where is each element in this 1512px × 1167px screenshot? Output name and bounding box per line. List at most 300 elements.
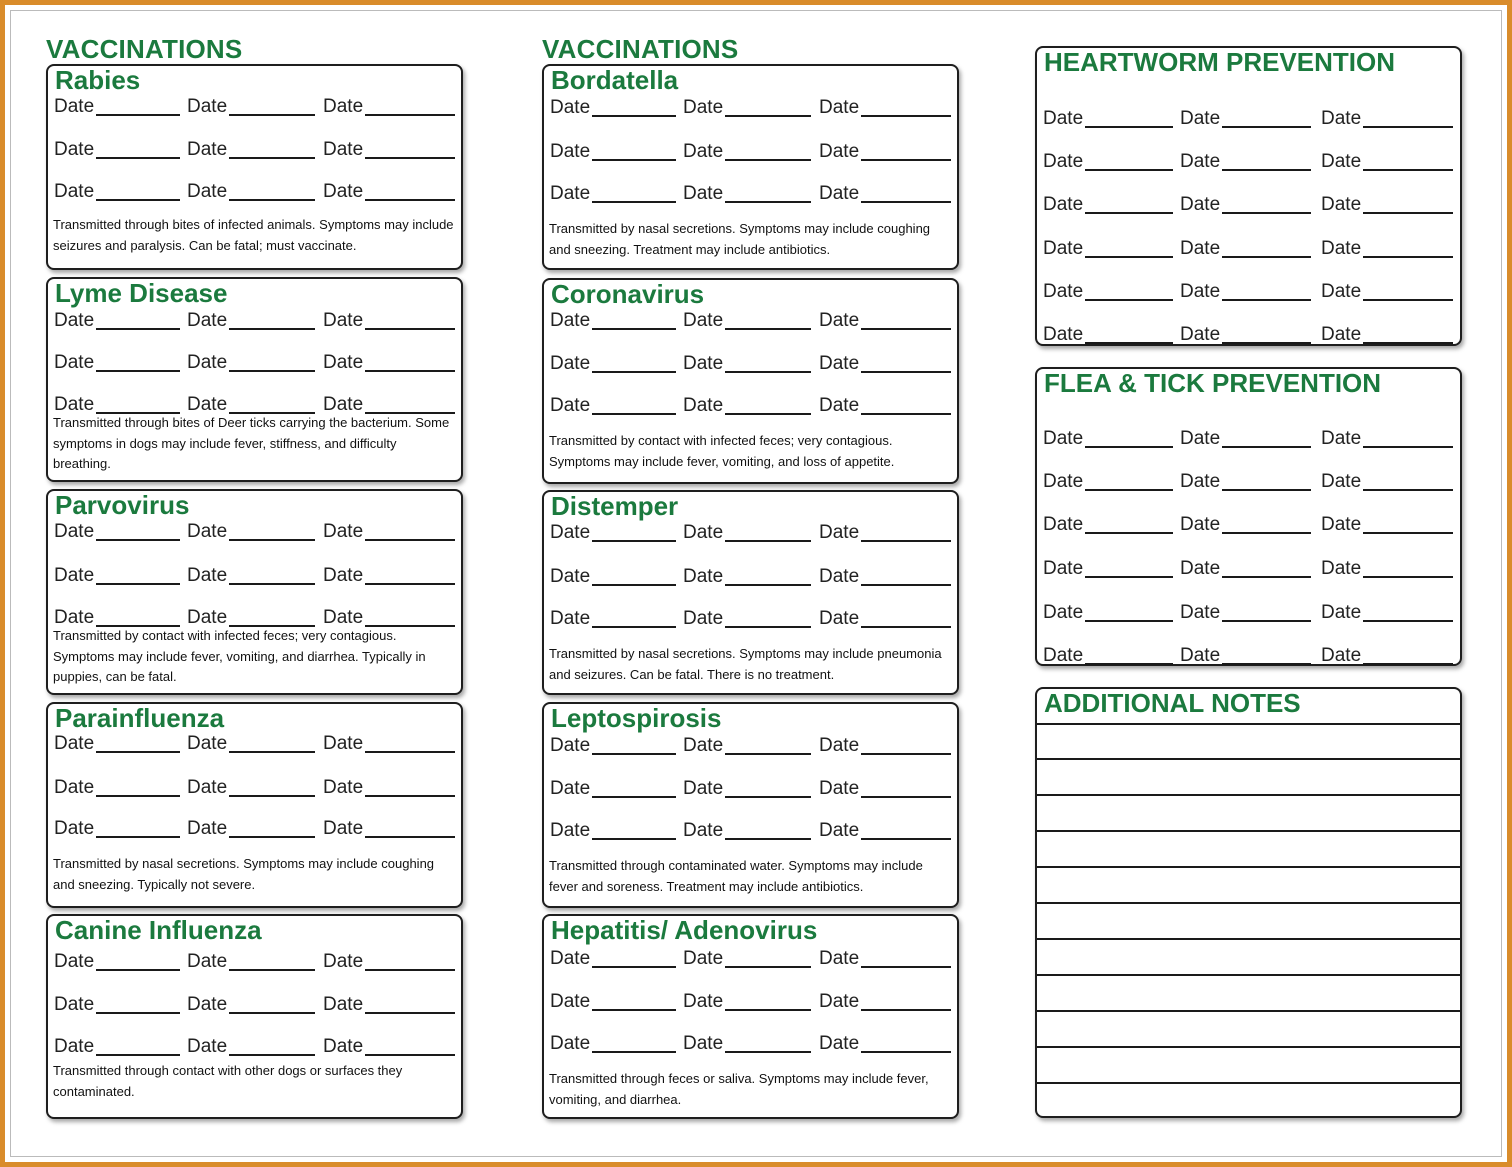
date-field[interactable]: [1321, 469, 1453, 493]
date-blank-line[interactable]: [1085, 342, 1173, 344]
date-blank-line[interactable]: [365, 370, 455, 372]
date-blank-line[interactable]: [1222, 446, 1311, 448]
date-field[interactable]: [550, 733, 676, 757]
date-blank-line[interactable]: [861, 413, 951, 415]
date-field[interactable]: [1043, 426, 1173, 450]
date-blank-line[interactable]: [592, 201, 676, 203]
date-field[interactable]: [187, 775, 315, 799]
date-field[interactable]: [550, 989, 676, 1013]
date-blank-line[interactable]: [861, 1051, 951, 1053]
date-field[interactable]: [1180, 192, 1311, 216]
date-field[interactable]: [54, 775, 180, 799]
date-label: Date: [187, 96, 228, 117]
date-blank-line[interactable]: [96, 583, 180, 585]
date-field[interactable]: [187, 816, 315, 840]
date-blank-line[interactable]: [96, 751, 180, 753]
date-field[interactable]: [54, 1034, 180, 1058]
vaccine-description: Transmitted by nasal secretions. Symptoms may include coughing and sneezing. Typically not severe.: [53, 856, 435, 892]
date-field[interactable]: [1321, 643, 1453, 667]
date-blank-line[interactable]: [365, 969, 455, 971]
date-blank-line[interactable]: [365, 1054, 455, 1056]
date-field[interactable]: [819, 181, 951, 205]
date-field[interactable]: [1043, 149, 1173, 173]
date-blank-line[interactable]: [861, 584, 951, 586]
date-field[interactable]: [550, 351, 676, 375]
date-blank-line[interactable]: [1363, 620, 1453, 622]
date-blank-line[interactable]: [96, 539, 180, 541]
date-label: Date: [323, 607, 364, 628]
date-blank-line[interactable]: [1085, 446, 1173, 448]
date-blank-line[interactable]: [1222, 342, 1311, 344]
date-blank-line[interactable]: [725, 159, 811, 161]
date-field[interactable]: [187, 949, 315, 973]
date-field[interactable]: [323, 350, 455, 374]
additional-notes-box: [1035, 687, 1462, 1118]
date-field[interactable]: [1180, 106, 1311, 130]
date-field[interactable]: [683, 308, 811, 332]
date-label: Date: [550, 1033, 591, 1054]
date-field[interactable]: [1180, 322, 1311, 346]
date-field[interactable]: [187, 731, 315, 755]
date-field[interactable]: [323, 308, 455, 332]
heartworm-title: HEARTWORM PREVENTION: [1044, 47, 1395, 77]
date-label: Date: [1321, 558, 1362, 579]
vaccine-description: Transmitted by nasal secretions. Symptoms may include pneumonia and seizures. Can be fatal. There is no treatment.: [549, 646, 942, 682]
date-label: Date: [819, 991, 860, 1012]
notes-line[interactable]: [1037, 866, 1460, 868]
date-field[interactable]: [323, 519, 455, 543]
notes-line[interactable]: [1037, 758, 1460, 760]
date-blank-line[interactable]: [861, 540, 951, 542]
date-field[interactable]: [54, 731, 180, 755]
date-blank-line[interactable]: [1085, 663, 1173, 665]
date-blank-line[interactable]: [725, 1009, 811, 1011]
date-field[interactable]: [683, 564, 811, 588]
date-label: Date: [1180, 514, 1221, 535]
date-row: [1037, 469, 1460, 493]
date-field[interactable]: [54, 519, 180, 543]
date-field[interactable]: [819, 946, 951, 970]
date-blank-line[interactable]: [96, 157, 180, 159]
date-row: [48, 350, 461, 374]
date-field[interactable]: [187, 992, 315, 1016]
date-field[interactable]: [1180, 426, 1311, 450]
date-blank-line[interactable]: [1363, 576, 1453, 578]
date-blank-line[interactable]: [861, 159, 951, 161]
date-field[interactable]: [1180, 236, 1311, 260]
date-label: Date: [187, 818, 228, 839]
date-field[interactable]: [819, 733, 951, 757]
date-field[interactable]: [550, 308, 676, 332]
date-blank-line[interactable]: [1363, 299, 1453, 301]
date-field[interactable]: [1043, 106, 1173, 130]
date-blank-line[interactable]: [725, 371, 811, 373]
date-label: Date: [550, 522, 591, 543]
date-blank-line[interactable]: [1085, 299, 1173, 301]
date-label: Date: [54, 1036, 95, 1057]
date-field[interactable]: [683, 393, 811, 417]
date-label: Date: [550, 948, 591, 969]
date-blank-line[interactable]: [365, 157, 455, 159]
date-label: Date: [819, 566, 860, 587]
date-blank-line[interactable]: [96, 328, 180, 330]
left-column-heading: VACCINATIONS: [46, 34, 243, 64]
date-blank-line[interactable]: [365, 328, 455, 330]
date-field[interactable]: [819, 564, 951, 588]
date-blank-line[interactable]: [1085, 212, 1173, 214]
date-blank-line[interactable]: [1222, 169, 1311, 171]
date-blank-line[interactable]: [861, 838, 951, 840]
date-blank-line[interactable]: [592, 371, 676, 373]
date-row: [48, 137, 461, 161]
date-blank-line[interactable]: [229, 751, 315, 753]
date-label: Date: [550, 310, 591, 331]
date-blank-line[interactable]: [229, 1012, 315, 1014]
date-field[interactable]: [187, 350, 315, 374]
date-field[interactable]: [187, 563, 315, 587]
date-label: Date: [683, 141, 724, 162]
date-field[interactable]: [187, 94, 315, 118]
date-blank-line[interactable]: [725, 626, 811, 628]
date-blank-line[interactable]: [592, 328, 676, 330]
date-field[interactable]: [550, 520, 676, 544]
date-blank-line[interactable]: [229, 114, 315, 116]
date-blank-line[interactable]: [365, 199, 455, 201]
notes-line[interactable]: [1037, 723, 1460, 725]
date-blank-line[interactable]: [1222, 126, 1311, 128]
date-field[interactable]: [819, 989, 951, 1013]
date-blank-line[interactable]: [592, 1051, 676, 1053]
date-blank-line[interactable]: [365, 539, 455, 541]
date-row: [1037, 322, 1460, 346]
date-label: Date: [1321, 428, 1362, 449]
date-blank-line[interactable]: [1085, 489, 1173, 491]
date-field[interactable]: [1180, 556, 1311, 580]
date-blank-line[interactable]: [365, 795, 455, 797]
date-label: Date: [323, 777, 364, 798]
date-field[interactable]: [683, 95, 811, 119]
date-field[interactable]: [683, 351, 811, 375]
date-field[interactable]: [683, 139, 811, 163]
date-blank-line[interactable]: [229, 199, 315, 201]
date-field[interactable]: [1321, 149, 1453, 173]
date-blank-line[interactable]: [1085, 256, 1173, 258]
date-blank-line[interactable]: [861, 626, 951, 628]
date-blank-line[interactable]: [1363, 663, 1453, 665]
notes-line[interactable]: [1037, 1082, 1460, 1084]
date-field[interactable]: [683, 520, 811, 544]
date-label: Date: [550, 183, 591, 204]
date-field[interactable]: [1321, 426, 1453, 450]
date-blank-line[interactable]: [229, 969, 315, 971]
date-blank-line[interactable]: [725, 1051, 811, 1053]
date-blank-line[interactable]: [725, 328, 811, 330]
date-blank-line[interactable]: [1085, 576, 1173, 578]
date-label: Date: [1321, 108, 1362, 129]
date-blank-line[interactable]: [592, 115, 676, 117]
date-label: Date: [550, 820, 591, 841]
date-blank-line[interactable]: [229, 583, 315, 585]
date-blank-line[interactable]: [229, 157, 315, 159]
date-blank-line[interactable]: [592, 413, 676, 415]
date-blank-line[interactable]: [592, 1009, 676, 1011]
date-blank-line[interactable]: [365, 751, 455, 753]
date-blank-line[interactable]: [229, 795, 315, 797]
date-blank-line[interactable]: [592, 753, 676, 755]
date-label: Date: [1321, 238, 1362, 259]
additional-notes-title: ADDITIONAL NOTES: [1044, 688, 1301, 718]
notes-line[interactable]: [1037, 974, 1460, 976]
heartworm-prevention-box: [1035, 46, 1462, 346]
date-blank-line[interactable]: [1222, 489, 1311, 491]
date-field[interactable]: [550, 564, 676, 588]
date-blank-line[interactable]: [725, 966, 811, 968]
date-row: [48, 308, 461, 332]
date-blank-line[interactable]: [229, 836, 315, 838]
date-field[interactable]: [683, 606, 811, 630]
date-blank-line[interactable]: [365, 1012, 455, 1014]
date-blank-line[interactable]: [592, 540, 676, 542]
date-row: [1037, 106, 1460, 130]
date-field[interactable]: [550, 139, 676, 163]
date-field[interactable]: [819, 393, 951, 417]
date-blank-line[interactable]: [592, 796, 676, 798]
date-label: Date: [819, 735, 860, 756]
date-field[interactable]: [550, 946, 676, 970]
date-field[interactable]: [683, 733, 811, 757]
date-blank-line[interactable]: [1222, 620, 1311, 622]
date-field[interactable]: [54, 949, 180, 973]
date-field[interactable]: [54, 563, 180, 587]
date-blank-line[interactable]: [96, 199, 180, 201]
date-row: [48, 816, 461, 840]
date-field[interactable]: [54, 992, 180, 1016]
date-blank-line[interactable]: [229, 539, 315, 541]
date-label: Date: [550, 141, 591, 162]
flea-tick-prevention-box: [1035, 367, 1462, 666]
date-blank-line[interactable]: [1222, 256, 1311, 258]
date-field[interactable]: [683, 776, 811, 800]
date-field[interactable]: [1321, 192, 1453, 216]
date-blank-line[interactable]: [1363, 256, 1453, 258]
date-field[interactable]: [819, 606, 951, 630]
date-blank-line[interactable]: [229, 328, 315, 330]
date-field[interactable]: [187, 308, 315, 332]
date-field[interactable]: [819, 351, 951, 375]
date-field[interactable]: [1043, 322, 1173, 346]
date-blank-line[interactable]: [1363, 342, 1453, 344]
date-blank-line[interactable]: [96, 795, 180, 797]
date-field[interactable]: [323, 775, 455, 799]
date-row: [544, 139, 957, 163]
date-field[interactable]: [819, 1031, 951, 1055]
date-field[interactable]: [1180, 149, 1311, 173]
date-field[interactable]: [1180, 512, 1311, 536]
date-field[interactable]: [323, 1034, 455, 1058]
date-field[interactable]: [1043, 192, 1173, 216]
date-blank-line[interactable]: [229, 1054, 315, 1056]
date-blank-line[interactable]: [592, 966, 676, 968]
date-field[interactable]: [1180, 600, 1311, 624]
date-blank-line[interactable]: [861, 1009, 951, 1011]
date-field[interactable]: [1043, 643, 1173, 667]
date-blank-line[interactable]: [725, 796, 811, 798]
date-field[interactable]: [1043, 236, 1173, 260]
date-label: Date: [683, 991, 724, 1012]
date-blank-line[interactable]: [725, 838, 811, 840]
date-blank-line[interactable]: [1222, 299, 1311, 301]
date-blank-line[interactable]: [725, 753, 811, 755]
date-blank-line[interactable]: [1363, 532, 1453, 534]
date-field[interactable]: [323, 731, 455, 755]
date-blank-line[interactable]: [1363, 169, 1453, 171]
date-blank-line[interactable]: [592, 626, 676, 628]
date-blank-line[interactable]: [1363, 126, 1453, 128]
date-blank-line[interactable]: [1222, 576, 1311, 578]
date-blank-line[interactable]: [96, 836, 180, 838]
date-label: Date: [683, 778, 724, 799]
date-field[interactable]: [819, 308, 951, 332]
date-blank-line[interactable]: [1085, 169, 1173, 171]
date-blank-line[interactable]: [96, 1012, 180, 1014]
date-blank-line[interactable]: [725, 201, 811, 203]
date-field[interactable]: [187, 519, 315, 543]
date-field[interactable]: [819, 95, 951, 119]
date-blank-line[interactable]: [365, 114, 455, 116]
date-blank-line[interactable]: [365, 583, 455, 585]
date-blank-line[interactable]: [1363, 212, 1453, 214]
flea-tick-title: FLEA & TICK PREVENTION: [1044, 368, 1382, 398]
date-field[interactable]: [1180, 279, 1311, 303]
date-blank-line[interactable]: [861, 201, 951, 203]
date-field[interactable]: [1043, 600, 1173, 624]
date-field[interactable]: [550, 606, 676, 630]
date-field[interactable]: [819, 776, 951, 800]
date-field[interactable]: [550, 393, 676, 417]
date-blank-line[interactable]: [1085, 126, 1173, 128]
date-field[interactable]: [1321, 600, 1453, 624]
date-blank-line[interactable]: [861, 796, 951, 798]
date-field[interactable]: [683, 989, 811, 1013]
date-blank-line[interactable]: [1222, 212, 1311, 214]
date-field[interactable]: [323, 563, 455, 587]
date-blank-line[interactable]: [96, 1054, 180, 1056]
date-field[interactable]: [683, 1031, 811, 1055]
date-field[interactable]: [1180, 469, 1311, 493]
date-field[interactable]: [187, 1034, 315, 1058]
date-field[interactable]: [187, 179, 315, 203]
date-blank-line[interactable]: [1085, 532, 1173, 534]
date-field[interactable]: [550, 776, 676, 800]
date-blank-line[interactable]: [229, 370, 315, 372]
vaccine-title: Bordatella: [551, 65, 679, 95]
date-label: Date: [819, 183, 860, 204]
date-field[interactable]: [1321, 106, 1453, 130]
date-blank-line[interactable]: [861, 966, 951, 968]
date-field[interactable]: [683, 181, 811, 205]
date-blank-line[interactable]: [725, 584, 811, 586]
date-blank-line[interactable]: [96, 370, 180, 372]
date-blank-line[interactable]: [365, 836, 455, 838]
date-field[interactable]: [819, 818, 951, 842]
date-field[interactable]: [819, 139, 951, 163]
date-label: Date: [683, 353, 724, 374]
date-field[interactable]: [1043, 279, 1173, 303]
date-field[interactable]: [323, 816, 455, 840]
date-label: Date: [54, 139, 95, 160]
date-field[interactable]: [1321, 236, 1453, 260]
date-blank-line[interactable]: [861, 115, 951, 117]
date-field[interactable]: [550, 181, 676, 205]
date-field[interactable]: [323, 94, 455, 118]
date-label: Date: [819, 353, 860, 374]
date-blank-line[interactable]: [725, 115, 811, 117]
date-field[interactable]: [1043, 512, 1173, 536]
date-field[interactable]: [1321, 322, 1453, 346]
date-blank-line[interactable]: [592, 159, 676, 161]
date-field[interactable]: [1321, 512, 1453, 536]
notes-line[interactable]: [1037, 830, 1460, 832]
date-blank-line[interactable]: [725, 540, 811, 542]
date-blank-line[interactable]: [1222, 532, 1311, 534]
date-blank-line[interactable]: [1363, 446, 1453, 448]
date-label: Date: [1180, 281, 1221, 302]
date-field[interactable]: [54, 816, 180, 840]
date-field[interactable]: [1043, 469, 1173, 493]
date-field[interactable]: [323, 949, 455, 973]
date-field[interactable]: [323, 992, 455, 1016]
date-blank-line[interactable]: [861, 371, 951, 373]
notes-line[interactable]: [1037, 902, 1460, 904]
date-field[interactable]: [683, 818, 811, 842]
date-blank-line[interactable]: [96, 114, 180, 116]
date-row: [544, 776, 957, 800]
notes-line[interactable]: [1037, 1010, 1460, 1012]
date-field[interactable]: [683, 946, 811, 970]
date-field[interactable]: [550, 1031, 676, 1055]
date-field[interactable]: [187, 137, 315, 161]
date-field[interactable]: [323, 137, 455, 161]
date-blank-line[interactable]: [861, 753, 951, 755]
date-field[interactable]: [550, 818, 676, 842]
date-field[interactable]: [323, 179, 455, 203]
date-field[interactable]: [1321, 279, 1453, 303]
date-blank-line[interactable]: [725, 413, 811, 415]
date-field[interactable]: [1321, 556, 1453, 580]
vaccine-title: Leptospirosis: [551, 703, 722, 733]
date-blank-line[interactable]: [96, 969, 180, 971]
notes-line[interactable]: [1037, 938, 1460, 940]
date-field[interactable]: [54, 137, 180, 161]
date-field[interactable]: [1180, 643, 1311, 667]
date-blank-line[interactable]: [1085, 620, 1173, 622]
date-blank-line[interactable]: [1222, 663, 1311, 665]
date-field[interactable]: [819, 520, 951, 544]
notes-line[interactable]: [1037, 1046, 1460, 1048]
date-field[interactable]: [54, 94, 180, 118]
date-field[interactable]: [550, 95, 676, 119]
date-blank-line[interactable]: [592, 838, 676, 840]
date-field[interactable]: [54, 308, 180, 332]
date-blank-line[interactable]: [592, 584, 676, 586]
date-field[interactable]: [54, 179, 180, 203]
date-blank-line[interactable]: [861, 328, 951, 330]
date-field[interactable]: [1043, 556, 1173, 580]
notes-line[interactable]: [1037, 794, 1460, 796]
date-field[interactable]: [54, 350, 180, 374]
date-blank-line[interactable]: [1363, 489, 1453, 491]
date-label: Date: [187, 352, 228, 373]
